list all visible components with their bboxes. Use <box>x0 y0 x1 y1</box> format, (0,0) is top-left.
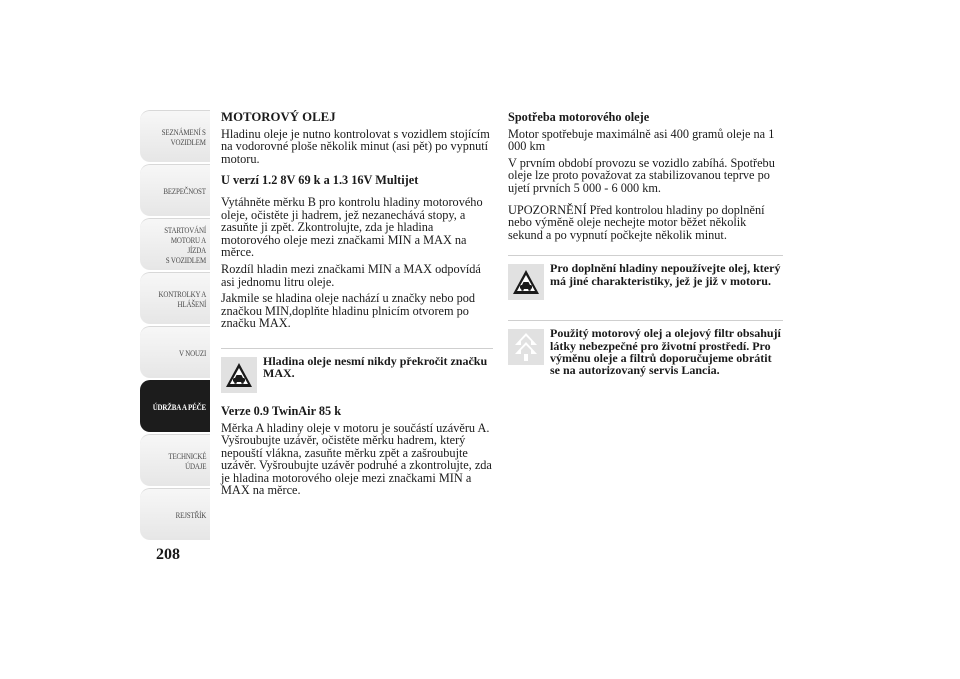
warning-text: Hladina oleje nesmí nikdy překročit značku MAX. <box>263 353 488 381</box>
paragraph: Motor spotřebuje maximálně asi 400 gramů oleje na 1 000 km <box>508 126 775 154</box>
paragraph: V prvním období provozu se vozidlo zabíhá. Spotřebu oleje lze proto považovat za stabilizovanou teprve po ujetí prvních 5 000 - 6 000 km. <box>508 155 775 195</box>
tab-kontrolky[interactable] <box>140 272 210 324</box>
paragraph: Rozdíl hladin mezi značkami MIN a MAX odpovídá asi jednomu litru oleje. <box>221 261 481 289</box>
environment-text: Použitý motorový olej a olejový filtr obsahují látky nebezpečné pro životní prostředí. Pro výměnu oleje a filtrů doporučujeme obrátit se na autorizovaný servis Lancia. <box>550 326 781 378</box>
section-tabs <box>140 110 210 542</box>
car-warning-icon <box>508 264 544 300</box>
car-warning-icon <box>221 357 257 393</box>
tab-bezpecnost[interactable] <box>140 164 210 216</box>
subheading: U verzí 1.2 8V 69 k a 1.3 16V Multijet <box>221 173 419 188</box>
paragraph: Měrka A hladiny oleje v motoru je součástí uzávěru A. Vyšroubujte uzávěr, očistěte měrku hadrem, který nepouští vlákna, zasuňte měrku zpět a zašroubujte uzávěr. Vyšroubujte uzávěr podruhé a zkontrolujte, zda je hladina motorového oleje mezi značkami MIN a MAX na měrce. <box>221 420 492 498</box>
environment-note <box>508 320 783 376</box>
tab-label: STARTOVÁNÍ MOTORU A JÍZDA S VOZIDLEM <box>164 224 206 265</box>
tab-startovani[interactable] <box>140 218 210 270</box>
left-column <box>221 111 493 506</box>
paragraph: Jakmile se hladina oleje nachází u značky nebo pod značkou MIN,doplňte hladinu plnicím otvorem po značku MAX. <box>221 291 476 331</box>
right-column <box>508 111 783 389</box>
warning-text: Pro doplnění hladiny nepoužívejte olej, který má jiné charakteristiky, jež je již v motoru. <box>550 261 781 288</box>
tab-label: KONTROLKY A HLÁŠENÍ <box>158 288 206 309</box>
paragraph: Vytáhněte měrku B pro kontrolu hladiny motorového oleje, očistěte ji hadrem, jež nezanechává stopy, a zasuňte ji zpět. Zkontrolujte, zda je hladina motorového oleje mezi značkami MIN a MAX na měrce. <box>221 194 483 260</box>
tab-label: V NOUZI <box>178 347 206 358</box>
warning-note <box>508 255 783 298</box>
page-number: 208 <box>156 546 180 563</box>
tab-label: SEZNÁMENÍ S VOZIDLEM <box>161 126 206 147</box>
tab-label: ÚDRŽBA A PÉČE <box>152 401 206 412</box>
tab-label: REJSTŘÍK <box>175 509 206 520</box>
subheading: Spotřeba motorového oleje <box>508 110 650 124</box>
subheading: Verze 0.9 TwinAir 85 k <box>221 403 342 418</box>
section-title: MOTOROVÝ OLEJ <box>221 110 336 124</box>
warning-note <box>221 348 493 391</box>
tab-seznameni[interactable] <box>140 110 210 162</box>
environment-icon <box>508 329 544 365</box>
tab-label: BEZPEČNOST <box>163 185 206 196</box>
paragraph: UPOZORNĚNÍ Před kontrolou hladiny po doplnění nebo výměně oleje nechejte motor běžet několik sekund a po vypnutí počkejte několik minut. <box>508 202 765 242</box>
paragraph: Hladinu oleje je nutno kontrolovat s vozidlem stojícím na vodorovné ploše několik minut (asi pět) po vypnutí motoru. <box>221 126 490 166</box>
tab-label: TECHNICKÉ ÚDAJE <box>167 450 206 471</box>
tab-v-nouzi[interactable] <box>140 326 210 378</box>
tab-udrzba[interactable] <box>140 380 210 432</box>
tab-rejstrik[interactable] <box>140 488 210 540</box>
tab-technicke[interactable] <box>140 434 210 486</box>
